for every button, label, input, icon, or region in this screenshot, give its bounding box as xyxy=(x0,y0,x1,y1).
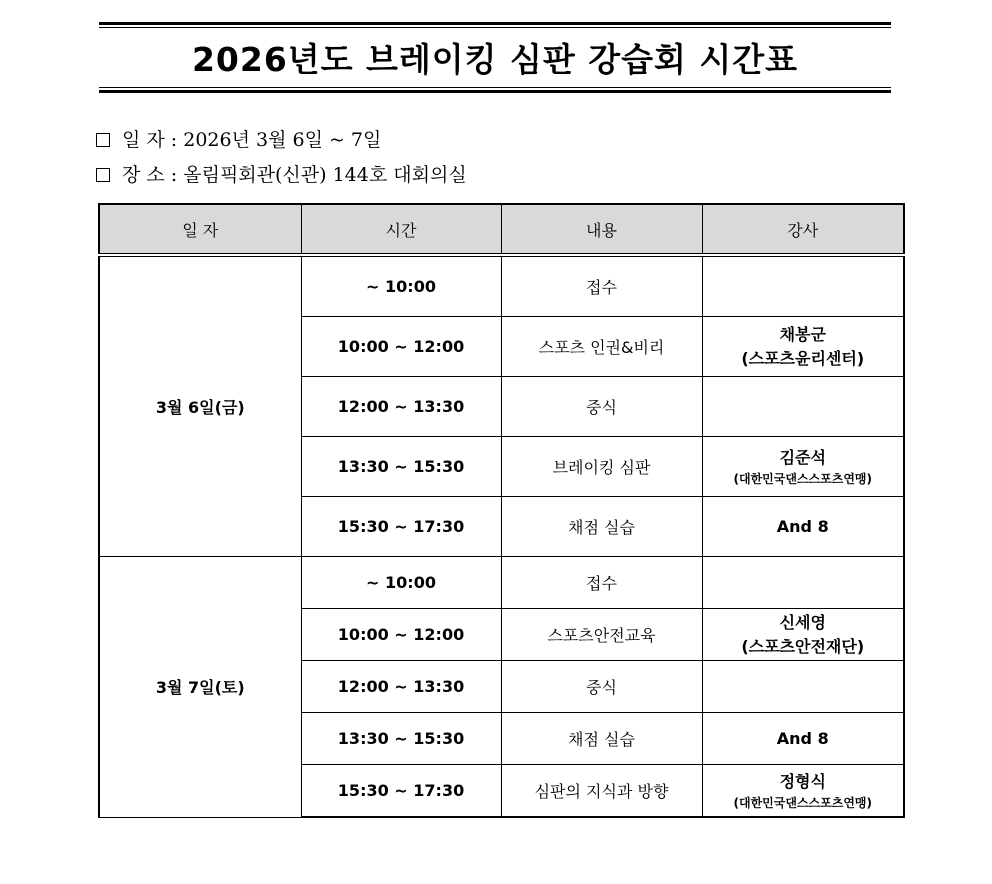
title-rule-bottom-thin xyxy=(99,87,891,88)
lecturer-name: 김준석 xyxy=(779,447,826,467)
lecturer-name: And 8 xyxy=(776,516,829,536)
header-date: 일 자 xyxy=(99,204,301,255)
lecturer-cell xyxy=(702,377,904,437)
content-cell: 중식 xyxy=(501,377,702,437)
time-cell: 15:30 ~ 17:30 xyxy=(301,497,501,557)
date-value: 2026년 3월 6일 ~ 7일 xyxy=(183,129,382,151)
place-label: 장 소 : xyxy=(122,164,178,186)
lecturer-cell xyxy=(702,317,904,377)
content-cell: 접수 xyxy=(501,255,702,317)
checkbox-square-icon xyxy=(96,168,110,182)
lecturer-affiliation: (대한민국댄스스포츠연맹) xyxy=(733,471,872,486)
table-row xyxy=(99,557,904,609)
lecturer-affiliation: (스포츠윤리센터) xyxy=(741,348,865,368)
content-cell: 채점 실습 xyxy=(501,497,702,557)
info-place-line xyxy=(96,163,467,187)
lecturer-cell xyxy=(702,557,904,609)
page-title: 2026년도 브레이킹 심판 강습회 시간표 xyxy=(191,40,799,79)
time-cell: 13:30 ~ 15:30 xyxy=(301,437,501,497)
date-label: 일 자 : xyxy=(122,129,178,151)
header-lecturer: 강사 xyxy=(702,204,904,255)
lecturer-name: And 8 xyxy=(776,728,829,748)
lecturer-cell xyxy=(702,765,904,818)
info-date-line xyxy=(96,128,381,152)
schedule-table xyxy=(98,203,905,818)
day-cell: 3월 6일(금) xyxy=(99,255,301,557)
lecturer-cell xyxy=(702,437,904,497)
day-cell: 3월 7일(토) xyxy=(99,557,301,818)
lecturer-cell xyxy=(702,661,904,713)
lecturer-name: 채봉군 xyxy=(779,324,826,344)
time-cell: 12:00 ~ 13:30 xyxy=(301,661,501,713)
content-cell: 브레이킹 심판 xyxy=(501,437,702,497)
lecturer-affiliation: (스포츠안전재단) xyxy=(741,636,865,656)
place-value: 올림픽회관(신관) 144호 대회의실 xyxy=(183,164,467,186)
title-rule-top xyxy=(99,22,891,25)
content-cell: 접수 xyxy=(501,557,702,609)
time-cell: 10:00 ~ 12:00 xyxy=(301,317,501,377)
checkbox-square-icon xyxy=(96,133,110,147)
header-time: 시간 xyxy=(301,204,501,255)
lecturer-cell xyxy=(702,497,904,557)
time-cell: 13:30 ~ 15:30 xyxy=(301,713,501,765)
time-cell: ~ 10:00 xyxy=(301,255,501,317)
content-cell: 중식 xyxy=(501,661,702,713)
title-rule-bottom xyxy=(99,90,891,93)
content-cell: 스포츠안전교육 xyxy=(501,609,702,661)
title-rule-top-thin xyxy=(99,27,891,28)
time-cell: 15:30 ~ 17:30 xyxy=(301,765,501,818)
content-cell: 스포츠 인권&비리 xyxy=(501,317,702,377)
lecturer-cell xyxy=(702,713,904,765)
lecturer-name: 정형식 xyxy=(779,771,826,791)
time-cell: 10:00 ~ 12:00 xyxy=(301,609,501,661)
lecturer-affiliation: (대한민국댄스스포츠연맹) xyxy=(733,795,872,810)
lecturer-name: 신세영 xyxy=(779,612,826,632)
content-cell: 심판의 지식과 방향 xyxy=(501,765,702,818)
content-cell: 채점 실습 xyxy=(501,713,702,765)
table-header-row xyxy=(99,204,904,255)
lecturer-cell xyxy=(702,609,904,661)
time-cell: ~ 10:00 xyxy=(301,557,501,609)
time-cell: 12:00 ~ 13:30 xyxy=(301,377,501,437)
header-content: 내용 xyxy=(501,204,702,255)
table-row xyxy=(99,255,904,317)
lecturer-cell xyxy=(702,255,904,317)
